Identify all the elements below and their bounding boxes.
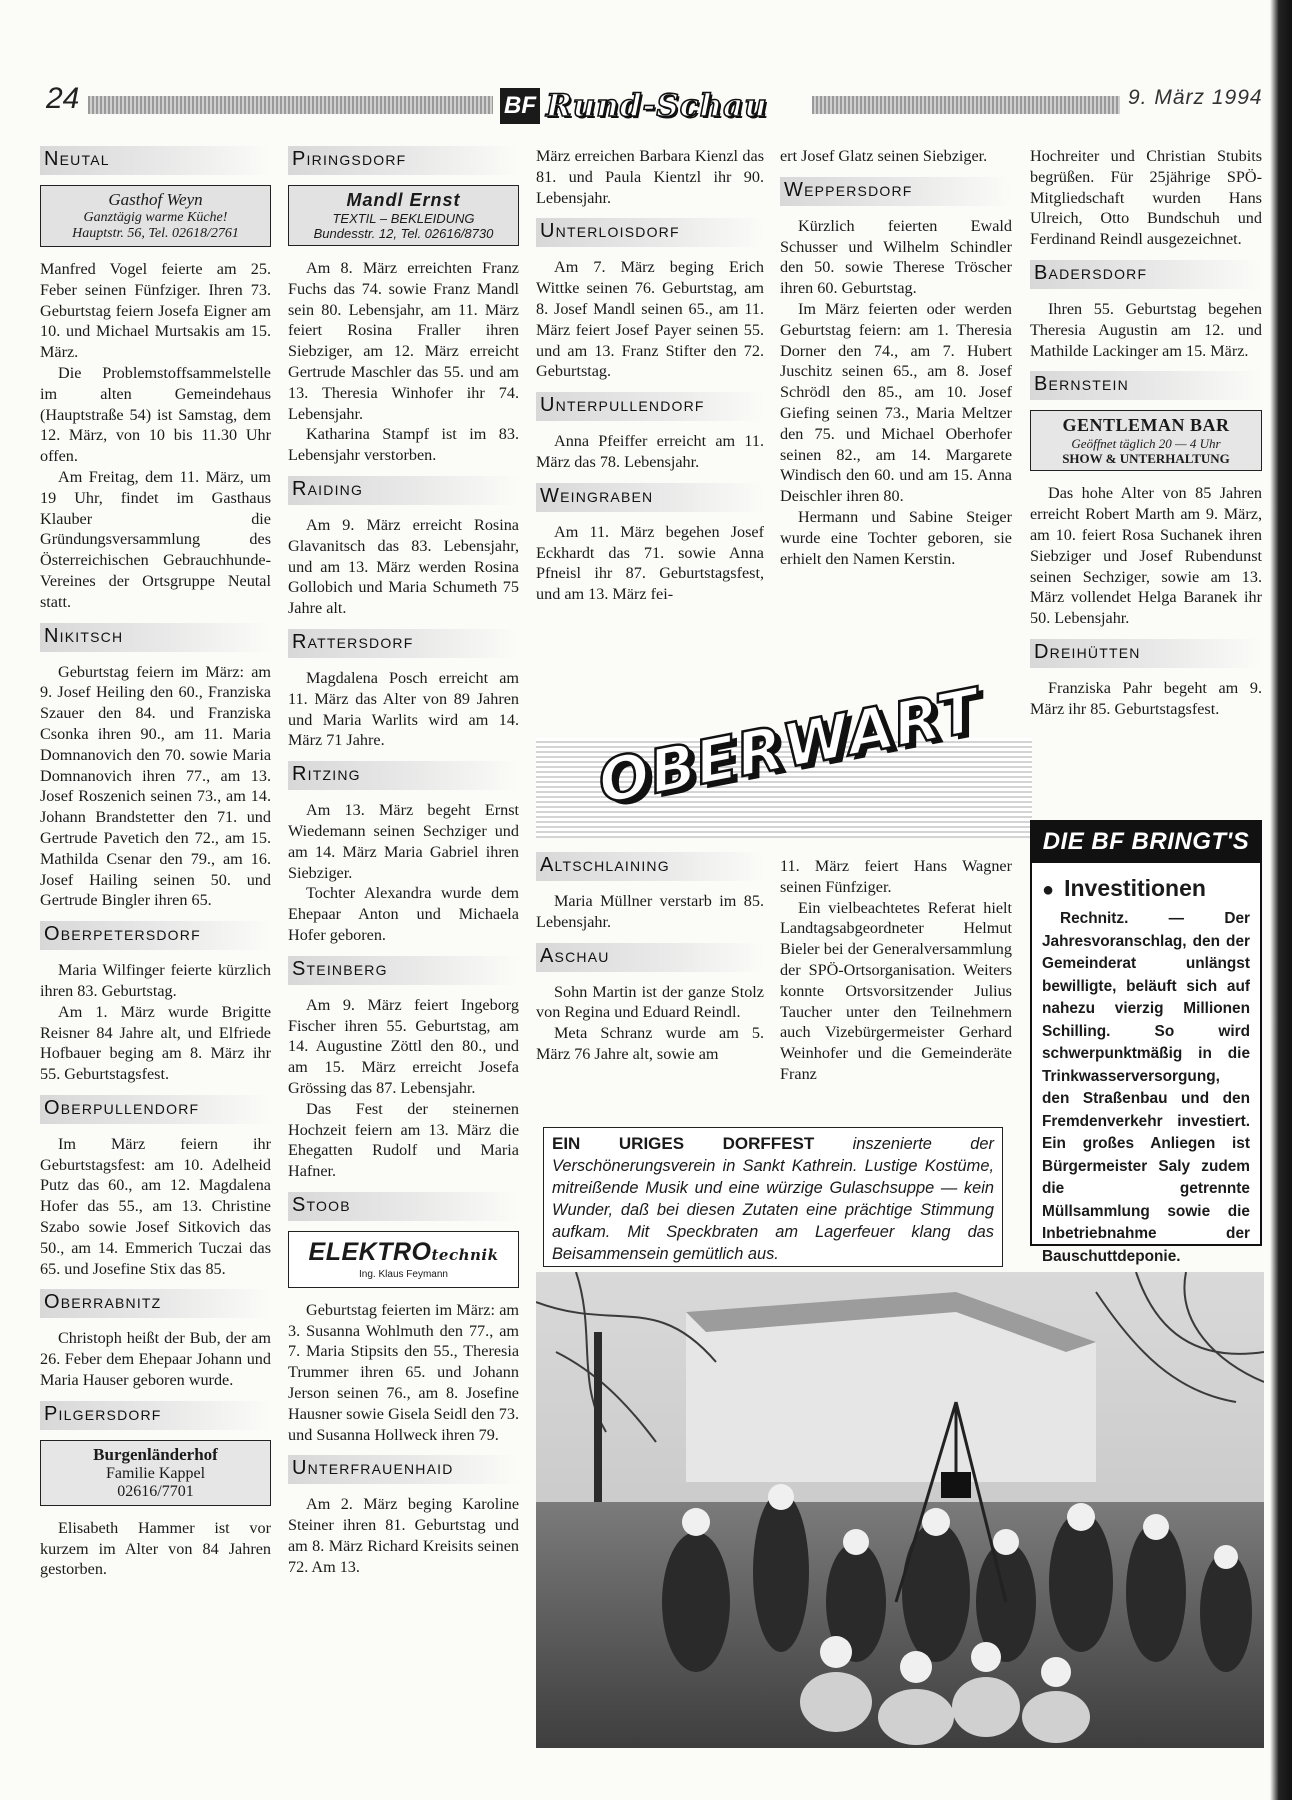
article-text — [288, 515, 519, 619]
paragraph: Am 7. März beging Erich Wittke seinen 76. Geburtstag, am 8. Josef Mandl seinen 65., am 11. März feiert Josef Payer seinen 55. und am 13. Franz Stifter den 72. Geburtstag. — [536, 258, 764, 381]
box-topic — [1042, 875, 1260, 902]
paragraph: Am 9. März feiert Ingeborg Fischer ihren 55. Geburtstag, am 14. Augustine Zöttl den 80., und am 15. März erreicht Josefa Grössing das 87. Lebensjahr. — [288, 995, 519, 1097]
paragraph: Ein vielbeachtetes Referat hielt Landtagsabgeordneter Helmut Bieler bei der Generalversammlung der SPÖ-Ortsorganisation. Weiters konnte Ortsvorsitzender Julius Taucher unter den Teilnehmern auch Vizebürgermeister Gerhard Weinhofer und die Gemeinderäte Franz — [780, 898, 1012, 1083]
article-text — [536, 431, 764, 473]
paragraph: Ihren 55. Geburtstag begehen Theresia Augustin am 12. und Mathilde Lackinger am 15. März. — [1030, 299, 1262, 360]
photo-dorffest — [536, 1272, 1264, 1748]
ad-elektrotechnik — [288, 1231, 519, 1288]
ad-logo-text: ELEKTRO — [308, 1237, 432, 1266]
ad-line: SHOW & UNTERHALTUNG — [1062, 451, 1230, 467]
ad-line: Ganztägig warme Küche! — [83, 210, 228, 225]
section-heading: Ritzing — [288, 761, 519, 790]
ad-line: Familie Kappel — [105, 1464, 206, 1482]
oberwart-column-1 — [536, 852, 764, 1065]
article-text — [536, 257, 764, 382]
column-5 — [1030, 146, 1262, 720]
photo-caption — [543, 1127, 1003, 1267]
section-heading: Bernstein — [1030, 371, 1262, 400]
paragraph: Am 2. März beging Karoline Steiner ihren 81. Geburtstag und am 8. März Richard Kreisits seinen 72. Am 13. — [288, 1495, 519, 1576]
column-3 — [536, 146, 764, 605]
paragraph: Am 11. März begehen Josef Eckhardt das 71. sowie Anna Pfneisl ihr 87. Geburtstagsfest, und am 13. März fei- — [536, 522, 764, 604]
column-4 — [780, 146, 1012, 569]
paragraph: Die Problemstoffsammelstelle im alten Gemeindehaus (Hauptstraße 54) ist Samstag, dem 12. März, von 10 bis 11.30 Uhr offen. — [40, 363, 271, 466]
bullet-icon: ● — [1042, 879, 1055, 901]
article-text — [40, 259, 271, 613]
section-heading: Dreihütten — [1030, 639, 1262, 668]
article-text — [780, 146, 1012, 167]
paragraph: Geburtstag feiern im März: am 9. Josef Heiling den 60., Franziska Szauer den 84. und Franziska Csonka ihren 90., am 11. Maria Domnanovich den 70. sowie Maria Domnanovich ihren 77., am 13. Josef Roszenich seinen 73., am 14. Johann Brandstetter den 71. und Gertrude Pavetich den 72., am 15. Mathilda Csenar den 79., am 16. Josef Hailing seinen 50. und Gertrude Bingler ihren 65. — [40, 662, 271, 910]
section-heading: Pilgersdorf — [40, 1401, 271, 1430]
article-text — [536, 982, 764, 1065]
ad-line — [293, 1238, 514, 1267]
masthead-title: Rund-Schau — [546, 88, 768, 124]
masthead-logo: BF — [500, 88, 540, 124]
paragraph: Am 8. März erreichten Franz Fuchs das 74. sowie Franz Mandl sein 80. Lebensjahr, am 11. März feiert Rosina Fraller ihren Siebziger, am 12. März erreicht Gertrude Maschler das 55. und am 13. Theresia Winhofer ihr 74. Lebensjahr. — [288, 259, 519, 423]
paragraph: Das Fest der steinernen Hochzeit feiern am 13. März die Ehegatten Rudolf und Maria Hafner. — [288, 1099, 519, 1181]
paragraph: Franziska Pahr begeht am 9. März ihr 85. Geburtstagsfest. — [1030, 678, 1262, 718]
section-heading: Altschlaining — [536, 852, 764, 881]
header-rule-right — [812, 96, 1120, 114]
paragraph: Am 1. März wurde Brigitte Reisner 84 Jahre alt, und Elfriede Hofbauer beging am 8. März ihr 55. Geburtstagsfest. — [40, 1002, 271, 1084]
section-heading: Oberpetersdorf — [40, 921, 271, 950]
ad-line: Gasthof Weyn — [108, 190, 203, 209]
article-text — [40, 1134, 271, 1280]
article-text — [536, 891, 764, 933]
masthead — [500, 84, 805, 128]
section-heading: Badersdorf — [1030, 260, 1262, 289]
section-heading: Rattersdorf — [288, 629, 519, 658]
section-heading: Oberpullendorf — [40, 1095, 271, 1124]
ad-mandl-ernst — [288, 185, 519, 246]
paragraph: Christoph heißt der Bub, der am 26. Feber dem Ehepaar Johann und Maria Hauser geboren wurde. — [40, 1329, 271, 1390]
article-text — [288, 995, 519, 1182]
ad-line: TEXTIL – BEKLEIDUNG — [332, 211, 475, 226]
section-heading: Stoob — [288, 1192, 519, 1221]
section-heading: Neutal — [40, 146, 271, 175]
paragraph: Katharina Stampf ist im 83. Lebensjahr verstorben. — [288, 425, 519, 465]
section-heading: Piringsdorf — [288, 146, 519, 175]
article-text — [40, 960, 271, 1085]
paragraph: Anna Pfeiffer erreicht am 11. März das 78. Lebensjahr. — [536, 432, 764, 471]
article-text — [40, 1328, 271, 1390]
box-topic-label: Investitionen — [1064, 875, 1206, 901]
article-text — [1030, 146, 1262, 250]
section-heading: Aschau — [536, 943, 764, 972]
paragraph: Geburtstag feierten im März: am 3. Susanna Wohlmuth den 77., am 7. Maria Stipsits den 55., Theresia Trummer ihren 65. und Johann Jerson seinen 76., am 8. Josefine Hausner sowie Gisela Seidl den 73. und Susanna Hollweck ihren 79. — [288, 1300, 519, 1444]
paragraph: März erreichen Barbara Kienzl das 81. und Paula Kientzl ihr 90. Lebensjahr. — [536, 147, 764, 207]
oberwart-column-2 — [780, 856, 1012, 1085]
paragraph: Am Freitag, dem 11. März, um 19 Uhr, findet im Gasthaus Klauber die Gründungsversammlung des Österreichischen Gebrauchhunde-Vereines der Ortsgruppe Neutal statt. — [40, 467, 271, 611]
ad-gasthof — [40, 185, 271, 247]
paragraph: Das hohe Alter von 85 Jahren erreicht Robert Marth am 9. März, am 10. feiert Rosa Suchanek ihren Siebziger und Josef Rubendunst seinen Sechziger, sowie am 13. März vollendet Helga Baranek ihr 50. Lebensjahr. — [1030, 484, 1262, 628]
section-heading: Unterfrauenhaid — [288, 1455, 519, 1484]
article-text — [288, 1300, 519, 1446]
section-heading: Weingraben — [536, 483, 764, 512]
paragraph: Meta Schranz wurde am 5. März 76 Jahre alt, sowie am — [536, 1024, 764, 1063]
paragraph: Am 9. März erreicht Rosina Glavanitsch das 83. Lebensjahr, und am 13. März werden Rosina Gollobich und Maria Schumeth 75 Jahre alt. — [288, 515, 519, 618]
paragraph: Maria Wilfinger feierte kürzlich ihren 83. Geburtstag. — [40, 961, 271, 1000]
caption-lead: EIN URIGES DORFFEST — [552, 1134, 815, 1153]
photo-image — [536, 1272, 1264, 1748]
article-text — [780, 856, 1012, 1085]
paragraph: Im März feiern ihr Geburtstagsfest: am 10. Adelheid Putz das 60., am 12. Magdalena Hofer das 55., am 13. Christine Szabo sowie Josef Sitkovich das 50., am 14. Emmerich Tuczai das 65. und Josefine Stix das 85. — [40, 1134, 271, 1278]
paragraph: Am 13. März begeht Ernst Wiedemann seinen Sechziger und am 14. März Maria Gabriel ihren Siebziger. — [288, 801, 519, 882]
article-text — [288, 1494, 519, 1577]
caption-text: inszenierte der Verschönerungsverein in Sankt Kathrein. Lustige Kostüme, mitreißende Musik und eine würzige Gulaschsuppe — kein Wunder, daß bei diesen Zutaten eine prächtige Stimmung aufkam. Mit Speckbraten am Lagerfeuer klang das Beisammensein gemütlich aus. — [552, 1135, 994, 1263]
paragraph: ert Josef Glatz seinen Siebziger. — [780, 147, 988, 165]
ad-logo-suffix: technik — [431, 1245, 499, 1264]
column-1 — [40, 146, 271, 1580]
ad-line: Geöffnet täglich 20 — 4 Uhr — [1071, 436, 1221, 452]
article-text — [40, 662, 271, 912]
section-heading: Unterloisdorf — [536, 218, 764, 247]
ad-line: GENTLEMAN BAR — [1062, 415, 1230, 436]
paragraph: Manfred Vogel feierte am 25. Feber seinen Fünfziger. Ihren 73. Geburtstag feiern Josefa Eigner am 10. und Michael Murtsakis am 15. März. — [40, 260, 271, 362]
header-rule-left — [88, 96, 493, 114]
page-edge-shadow — [1270, 0, 1292, 1800]
page-number: 24 — [46, 82, 80, 115]
article-text — [1030, 678, 1262, 720]
article-text — [536, 522, 764, 605]
section-heading: Steinberg — [288, 956, 519, 985]
section-heading: Nikitsch — [40, 623, 271, 652]
section-heading: Unterpullendorf — [536, 392, 764, 421]
box-body: Rechnitz. — Der Jahresvoranschlag, den der Gemeinderat unlängst bewilligte, beläuft sich auf nahezu vierzig Millionen Schilling. So wird schwerpunktmäßig in die Trinkwasserversorgung, den Straßenbau und den Fremdenverkehr investiert. Ein großes Anliegen ist Bürgermeister Saly zudem die getrennte Müllsammlung sowie die Inbetriebnahme der Bauschuttdeponie. — [1042, 910, 1250, 1265]
ad-line: Hauptstr. 56, Tel. 02618/2761 — [72, 226, 239, 241]
section-heading: Raiding — [288, 476, 519, 505]
issue-date: 9. März 1994 — [1128, 86, 1263, 109]
paragraph: Maria Müllner verstarb im 85. Lebensjahr. — [536, 892, 764, 931]
oberwart-title: OBERWART — [592, 675, 986, 818]
section-heading: Weppersdorf — [780, 177, 1012, 206]
paragraph: Hochreiter und Christian Stubits begrüßen. Für 25jährige SPÖ-Mitgliedschaft wurden Hans Ulreich, Otto Bundschuh und Ferdinand Reindl ausgezeichnet. — [1030, 147, 1262, 249]
paragraph: Kürzlich feierten Ewald Schusser und Wilhelm Schindler den 50. sowie Therese Tröscher ihren 60. Geburtstag. — [780, 216, 1012, 298]
article-text — [288, 258, 519, 466]
ad-line: 02616/7701 — [117, 1482, 194, 1500]
ad-line: Ing. Klaus Feymann — [359, 1268, 448, 1280]
ad-line: Burgenländerhof — [93, 1444, 218, 1464]
paragraph: Hermann und Sabine Steiger wurde eine Tochter geboren, sie erhielt den Namen Kerstin. — [780, 507, 1012, 568]
ad-burgenlaenderhof — [40, 1440, 271, 1506]
paragraph: Im März feierten oder werden Geburtstag feiern: am 1. Theresia Dorner den 74., am 7. Hubert Juschitz seinen 65., am 8. Josef Schrödl den 85., am 10. Josef Giefing seinen 73., Maria Meltzer den 75. und Michael Oberhofer seinen 82., am 14. Margarete Windisch den 60. und am 15. Anna Deischler ihren 80. — [780, 299, 1012, 506]
paragraph: 11. März feiert Hans Wagner seinen Fünfziger. — [780, 857, 1012, 896]
paragraph: Elisabeth Hammer ist vor kurzem im Alter von 84 Jahren gestorben. — [40, 1518, 271, 1579]
article-text — [40, 1518, 271, 1580]
ad-line: Mandl Ernst — [346, 190, 461, 210]
article-text — [288, 668, 519, 751]
article-text — [780, 216, 1012, 570]
paragraph: Magdalena Posch erreicht am 11. März das Alter von 89 Jahren und Maria Warlits wird am 14. März 71 Jahre. — [288, 668, 519, 750]
ad-line: Bundesstr. 12, Tel. 02616/8730 — [313, 226, 494, 241]
article-text — [536, 146, 764, 208]
section-heading: Oberrabnitz — [40, 1289, 271, 1318]
box-title: DIE BF BRINGT'S — [1032, 822, 1260, 863]
paragraph: Sohn Martin ist der ganze Stolz von Regina und Eduard Reindl. — [536, 982, 764, 1022]
article-text — [1030, 299, 1262, 361]
article-text — [1030, 483, 1262, 629]
bf-bringts-box — [1030, 820, 1262, 1265]
column-2 — [288, 146, 519, 1578]
ad-gentleman-bar — [1030, 410, 1262, 471]
article-text — [288, 800, 519, 946]
paragraph: Tochter Alexandra wurde dem Ehepaar Anton und Michaela Hofer geboren. — [288, 884, 519, 944]
